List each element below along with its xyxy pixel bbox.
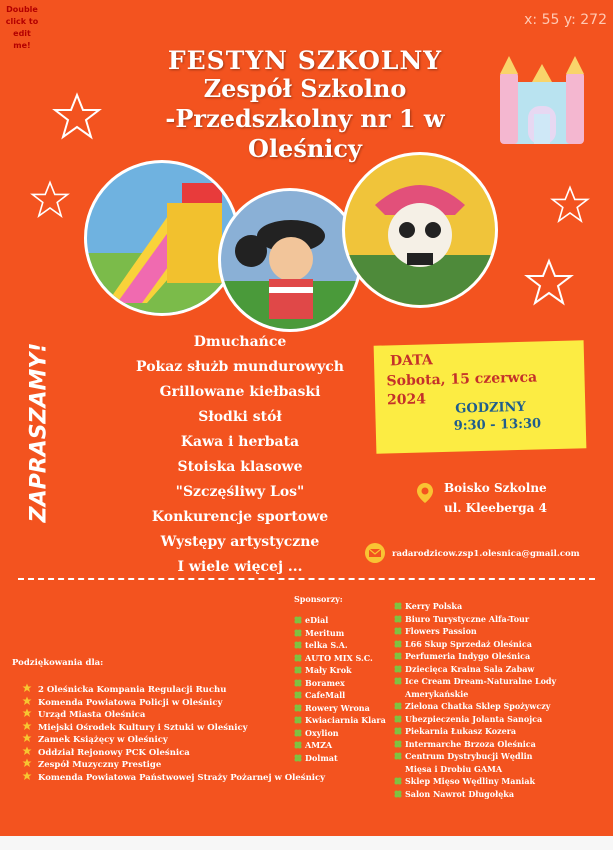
clover-icon — [294, 665, 302, 673]
list-item-label: L66 Skup Sprzedaż Oleśnica — [405, 638, 532, 649]
gold-star-icon — [22, 721, 32, 731]
date-year: 2024 — [386, 391, 427, 409]
list-item — [394, 713, 556, 726]
gold-star-icon — [22, 758, 32, 768]
list-item — [294, 652, 386, 665]
list-item — [294, 614, 386, 627]
list-item — [294, 664, 386, 677]
location-line-2: ul. Kleeberga 4 — [444, 501, 547, 515]
list-item: Kawa i herbata — [180, 434, 300, 450]
title-line-3: -Przedszkolny nr 1 w — [165, 104, 445, 133]
list-item-label: Dolmat — [305, 752, 338, 763]
thanks-list — [22, 683, 325, 783]
gold-star-icon — [22, 733, 32, 743]
edit-hint[interactable]: Double click to edit me! — [5, 5, 39, 50]
invite-text: ZAPRASZAMY! — [26, 342, 52, 523]
thanks-heading: Podziękowania dla: — [12, 658, 104, 668]
email-text[interactable]: radarodzicow.zsp1.olesnica@gmail.com — [392, 549, 580, 559]
clover-icon — [294, 615, 302, 623]
list-item-label: Perfumeria Indygo Oleśnica — [405, 651, 531, 661]
list-item-label: Salon Nawrot Długołęka — [405, 788, 515, 799]
list-item: Pokaz służb mundurowych — [136, 359, 344, 375]
list-item-label: Oxylion — [305, 727, 339, 738]
list-item — [394, 600, 556, 613]
gold-star-icon — [22, 708, 32, 718]
list-item: Występy artystyczne — [160, 534, 320, 550]
star-outline-icon — [550, 185, 590, 225]
gold-star-icon — [22, 746, 32, 756]
list-item-label: Piekarnia Łukasz Kozera — [405, 726, 517, 736]
list-item — [394, 788, 556, 801]
star-outline-icon — [52, 92, 102, 142]
list-item — [394, 763, 556, 776]
clover-icon — [394, 739, 402, 747]
divider — [18, 578, 595, 580]
list-item-label: Komenda Powiatowa Państwowej Straży Pożarnej w Oleśnicy — [38, 772, 326, 783]
list-item-label: eDial — [305, 615, 329, 625]
title-line-1: FESTYN SZKOLNY — [167, 46, 443, 75]
list-item-label: Urząd Miasta Oleśnica — [38, 710, 146, 720]
list-item: Dmuchańce — [193, 334, 287, 350]
list-item-label: Mięsa i Drobiu GAMA — [405, 763, 503, 774]
list-item-label: Ubezpieczenia Jolanta Sanojca — [405, 713, 543, 724]
clover-icon — [394, 614, 402, 622]
list-item — [394, 613, 556, 626]
list-item-label: Oddział Rejonowy PCK Oleśnica — [38, 747, 190, 758]
list-item-label: Biuro Turystyczne Alfa-Tour — [405, 613, 530, 624]
list-item — [22, 708, 325, 721]
location — [444, 478, 547, 518]
list-item — [394, 750, 556, 763]
star-outline-icon — [524, 258, 574, 308]
location-line-1: Boisko Szkolne — [444, 481, 547, 495]
list-item: "Szczęśliwy Los" — [175, 484, 305, 500]
list-item-label: AUTO MIX S.C. — [305, 652, 373, 663]
list-item-label: CafeMall — [305, 690, 346, 700]
clover-icon — [394, 789, 402, 797]
list-item-label: Flowers Passion — [405, 626, 477, 636]
list-item — [294, 639, 386, 652]
sponsors-column-2 — [394, 600, 556, 800]
clover-icon — [394, 676, 402, 684]
list-item-label: 2 Oleśnicka Kompania Regulacji Ruchu — [38, 685, 227, 695]
hours-value: 9:30 - 13:30 — [453, 416, 542, 434]
list-item — [22, 758, 325, 771]
list-item — [394, 625, 556, 638]
list-item-label: Amerykańskie — [405, 688, 469, 699]
list-item-label: Intermarche Brzoza Oleśnica — [405, 738, 536, 749]
coordinate-readout: x: 55 y: 272 — [524, 12, 607, 28]
list-item-label: Sklep Mięso Wędliny Maniak — [405, 776, 536, 786]
title-line-4: Oleśnicy — [248, 134, 362, 163]
list-item — [22, 721, 325, 734]
list-item — [394, 663, 556, 676]
bottom-border — [0, 836, 613, 850]
gold-star-icon — [22, 771, 32, 781]
list-item-label: Boramex — [305, 677, 345, 688]
list-item-label: Zespół Muzyczny Prestige — [38, 760, 162, 770]
pirate-inflatable-photo — [218, 188, 362, 332]
list-item — [394, 638, 556, 651]
date-day: Sobota, 15 czerwca — [386, 369, 538, 390]
attractions-list — [110, 330, 370, 580]
list-item: Słodki stół — [198, 409, 282, 425]
list-item-label: Kerry Polska — [405, 601, 463, 611]
clover-icon — [394, 751, 402, 759]
list-item — [394, 688, 556, 701]
clover-icon — [294, 653, 302, 661]
list-item — [394, 650, 556, 663]
bouncy-slide-photo — [84, 160, 240, 316]
list-item — [394, 700, 556, 713]
mail-icon — [364, 542, 386, 564]
list-item — [394, 725, 556, 738]
list-item — [394, 775, 556, 788]
clover-icon — [394, 626, 402, 634]
list-item-label: AMZA — [305, 740, 333, 750]
clover-icon — [394, 639, 402, 647]
list-item — [394, 738, 556, 751]
date-label: DATA — [389, 352, 433, 370]
list-item-label: Kwiaciarnia Klara — [305, 715, 386, 725]
list-item — [22, 683, 325, 696]
page-title — [110, 48, 500, 164]
list-item-label: Komenda Powiatowa Policji w Oleśnicy — [38, 697, 223, 708]
list-item: I wiele więcej ... — [177, 559, 303, 575]
list-item-label: telka S.A. — [305, 640, 348, 650]
castle-icon — [496, 52, 588, 148]
list-item — [22, 771, 325, 784]
hours-label: GODZINY — [455, 399, 526, 417]
clover-icon — [394, 726, 402, 734]
list-item: Konkurencje sportowe — [151, 509, 329, 525]
clover-icon — [394, 714, 402, 722]
clover-icon — [294, 628, 302, 636]
sponsors-heading: Sponsorzy: — [294, 594, 343, 604]
location-pin-icon — [416, 482, 434, 504]
list-item-label: Zamek Książęcy w Oleśnicy — [38, 735, 168, 745]
list-item-label: Ice Cream Dream-Naturalne Lody — [405, 676, 557, 686]
list-item — [294, 627, 386, 640]
clover-icon — [394, 701, 402, 709]
list-item-label: Miejski Ośrodek Kultury i Sztuki w Oleśnicy — [38, 722, 248, 733]
gold-star-icon — [22, 683, 32, 693]
star-outline-icon — [30, 180, 70, 220]
gold-star-icon — [22, 696, 32, 706]
list-item — [394, 675, 556, 688]
clover-icon — [394, 601, 402, 609]
list-item-label: Mały Krok — [305, 665, 352, 675]
clover-icon — [294, 640, 302, 648]
list-item — [22, 696, 325, 709]
list-item — [22, 746, 325, 759]
list-item-label: Meritum — [305, 627, 345, 638]
clover-icon — [394, 651, 402, 659]
list-item-label: Centrum Dystrybucji Wędlin — [405, 751, 533, 761]
list-item — [22, 733, 325, 746]
list-item-label: Dziecięca Kraina Sala Zabaw — [405, 663, 535, 674]
title-line-2: Zespół Szkolno — [203, 74, 407, 103]
list-item: Grillowane kiełbaski — [159, 384, 321, 400]
skull-inflatable-photo — [342, 152, 498, 308]
list-item-label: Zielona Chatka Sklep Spożywczy — [405, 701, 551, 711]
date-box — [374, 340, 587, 453]
clover-icon — [394, 664, 402, 672]
list-item: Stoiska klasowe — [177, 459, 303, 475]
clover-icon — [394, 776, 402, 784]
list-item-label: Rowery Wrona — [305, 702, 370, 713]
